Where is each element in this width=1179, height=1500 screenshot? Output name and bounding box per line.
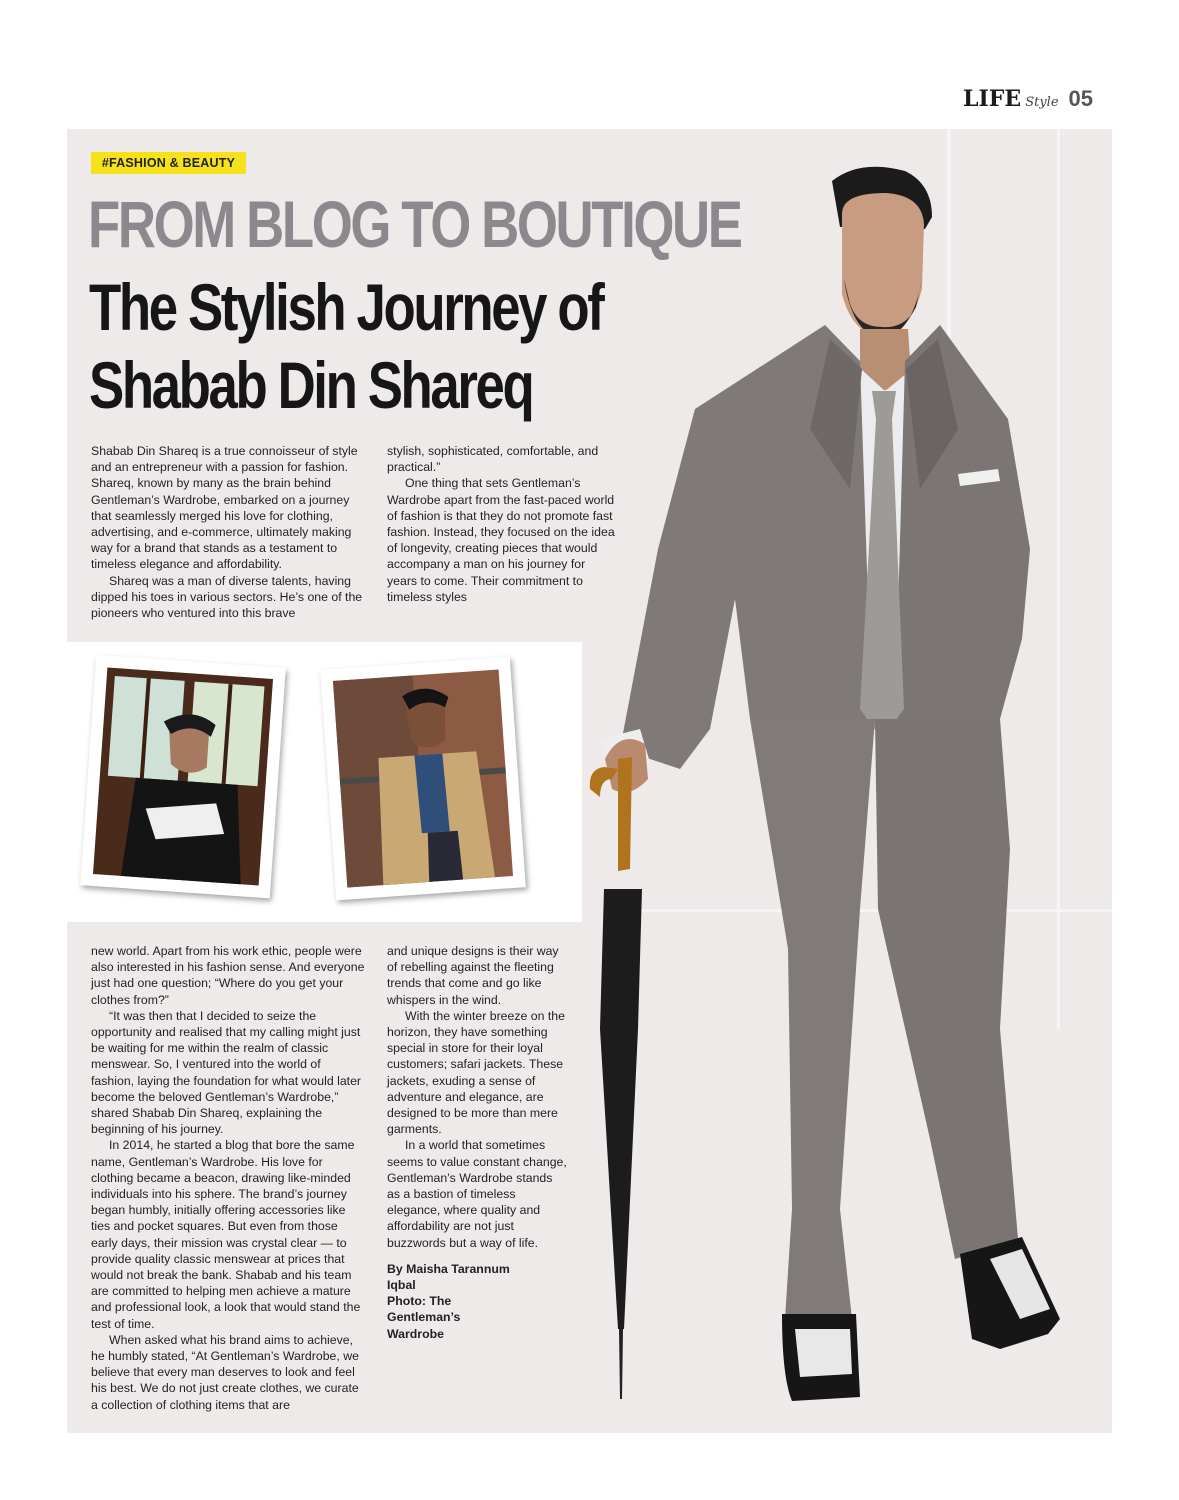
paragraph: When asked what his brand aims to achieve, he humbly stated, “At Gentleman’s Wardrobe, we believe that every man deserves to look and feel his best. We do not just create clothes, we curate a collection of clothing items that are <box>91 1332 359 1412</box>
paragraph: new world. Apart from his work ethic, people were also interested in his fashion sense. And everyone just had one question; “Where do you get your clothes from?” <box>91 944 365 1007</box>
article-column-bottom-left <box>91 943 367 1413</box>
byline-line: By Maisha Tarannum <box>387 1261 510 1276</box>
page-number: 05 <box>1068 86 1093 111</box>
byline-line: Gentleman’s <box>387 1310 461 1325</box>
paragraph: stylish, sophisticated, comfortable, and practical.” <box>387 444 599 475</box>
section-tag: #FASHION & BEAUTY <box>91 152 246 174</box>
inset-photo-jacket-image <box>320 657 526 901</box>
publication-logo-sub: Style <box>1025 95 1059 110</box>
inset-photo-jacket <box>320 657 526 901</box>
kicker-title: FROM BLOG TO BOUTIQUE <box>88 187 741 261</box>
article-column-bottom-right <box>387 943 567 1342</box>
headline <box>89 268 602 424</box>
headline-line-1: The Stylish Journey of <box>89 270 603 344</box>
inset-photo-reading-image <box>80 655 286 899</box>
headline-line-2: Shabab Din Shareq <box>89 348 533 422</box>
inset-photo-reading <box>80 655 286 899</box>
byline-line: Iqbal <box>387 1278 416 1293</box>
byline-line: Wardrobe <box>387 1326 444 1341</box>
byline <box>387 1261 567 1342</box>
publication-logo: LIFE <box>963 86 1022 112</box>
paragraph: In a world that sometimes seems to value constant change, Gentleman’s Wardrobe stands as a bastion of timeless elegance, where quality and affordability are not just buzzwords but a way of life. <box>387 1138 567 1250</box>
paragraph: With the winter breeze on the horizon, they have something special in store for their loyal customers; safari jackets. These jackets, exuding a sense of adventure and elegance, are designed to be more than mere garments. <box>387 1008 565 1137</box>
hero-photo <box>560 129 1112 1433</box>
paragraph: In 2014, he started a blog that bore the same name, Gentleman’s Wardrobe. His love for clothing became a beacon, drawing like-minded individuals into his sphere. The brand’s journey began humbly, initially offering accessories like ties and pocket squares. But even from those early days, their mission was crystal clear — to provide quality classic menswear at prices that would not break the bank. Shabab and his team are committed to helping men achieve a mature and professional look, a look that would stand the test of time. <box>91 1138 361 1331</box>
paragraph: and unique designs is their way of rebelling against the fleeting trends that come and go like whispers in the wind. <box>387 944 559 1007</box>
paragraph: Shabab Din Shareq is a true connoisseur of style and an entrepreneur with a passion for fashion. Shareq, known by many as the brain behind Gentleman’s Wardrobe, embarked on a journey that seamlessly merged his love for clothing, advertising, and e-commerce, ultimately making way for a brand that stands as a testament to timeless elegance and affordability. <box>91 444 358 572</box>
paragraph: “It was then that I decided to seize the opportunity and realised that my calling might just be waiting for me within the realm of classic menswear. So, I ventured into the world of fashion, laying the foundation for what would later become the beloved Gentleman’s Wardrobe,” shared Shabab Din Shareq, explaining the beginning of his journey. <box>91 1008 362 1137</box>
paragraph: Shareq was a man of diverse talents, having dipped his toes in various sectors. He’s one of the pioneers who ventured into this brave <box>91 573 363 621</box>
masthead <box>963 86 1093 112</box>
byline-line: Photo: The <box>387 1294 452 1309</box>
paragraph: One thing that sets Gentleman’s Wardrobe apart from the fast-paced world of fashion is that they do not promote fast fashion. Instead, they focused on the idea of longevity, creating pieces that would accompany a man on his journey for years to come. Their commitment to timeless styles <box>387 476 615 604</box>
article-column-top-right <box>387 443 615 605</box>
article-column-top-left <box>91 443 367 621</box>
